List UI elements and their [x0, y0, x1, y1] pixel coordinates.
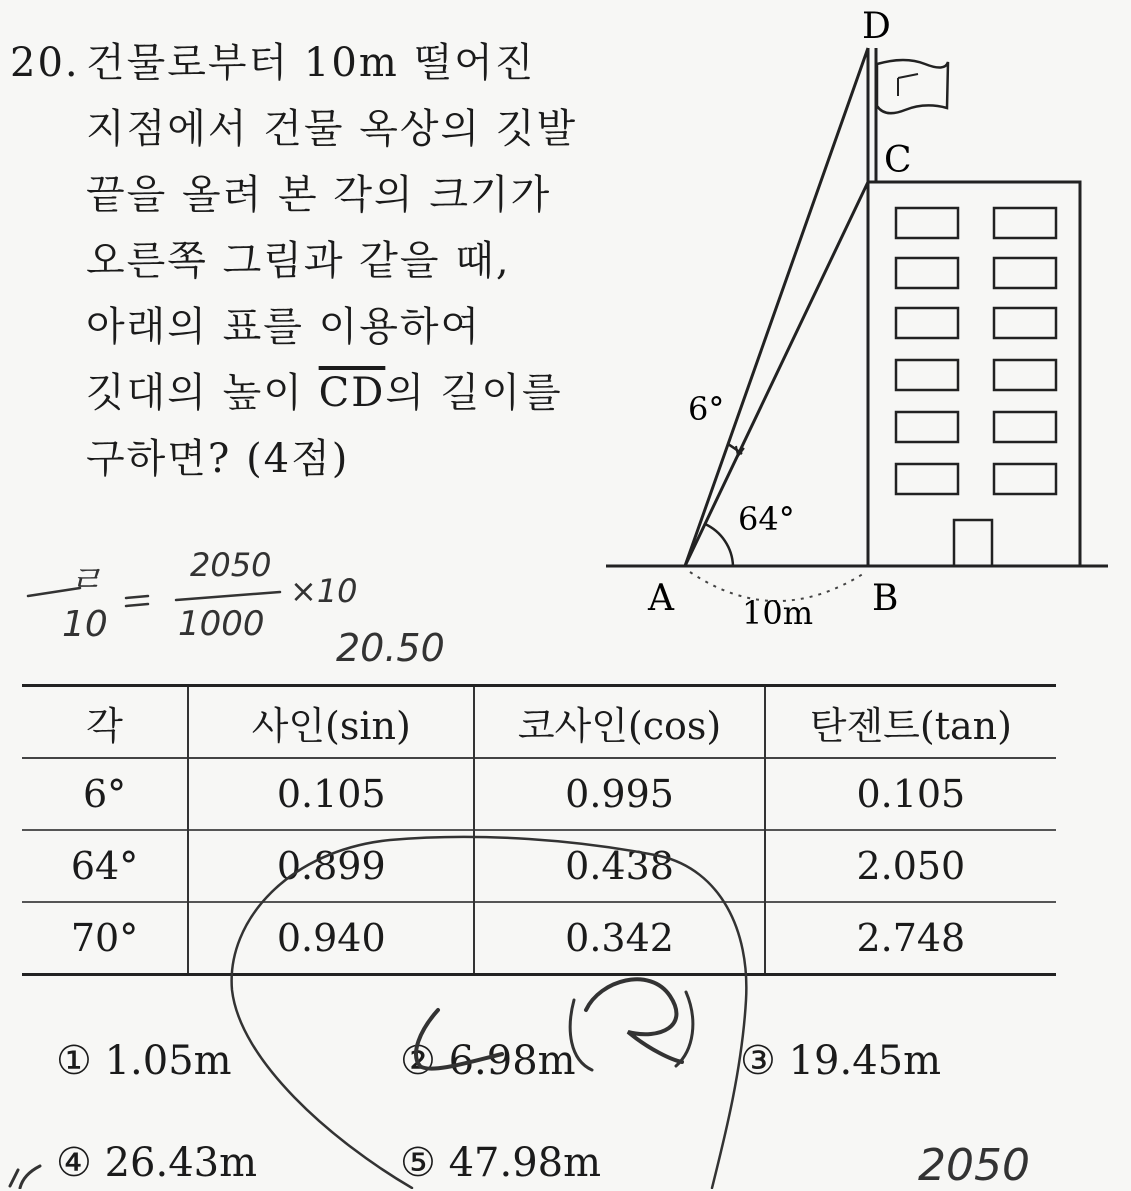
table-cell: 64° [70, 844, 139, 888]
window [994, 360, 1056, 390]
label-b: B [872, 578, 899, 619]
window [994, 412, 1056, 442]
table-cell: 0.105 [765, 758, 1056, 830]
label-a: A [648, 578, 674, 619]
label-angle-6: 6° [688, 390, 725, 428]
hand-frac-right-num: 2050 [190, 546, 272, 584]
table-header-row [22, 686, 1056, 759]
hand-result: 20.50 [336, 626, 445, 670]
choice-3[interactable]: ③ 19.45m [740, 1038, 942, 1084]
window [994, 308, 1056, 338]
window [896, 308, 958, 338]
hand-paren-right [676, 992, 693, 1066]
building [868, 182, 1080, 566]
table-cell: 0.899 [188, 830, 474, 902]
label-angle-64: 64° [738, 500, 795, 538]
hand-mark-left [20, 1166, 40, 1188]
question-number: 20. [10, 40, 80, 86]
table-cell: 2.748 [765, 902, 1056, 975]
window [896, 360, 958, 390]
choice-5[interactable]: ⑤ 47.98m [400, 1140, 602, 1186]
window [896, 464, 958, 494]
hand-mark-left-2 [10, 1170, 18, 1186]
question-line-5: 아래의 표를 이용하여 [86, 304, 482, 350]
table-cell: 70° [70, 916, 139, 960]
window [896, 412, 958, 442]
table-cell: 0.940 [188, 902, 474, 975]
table-cell: 0.438 [474, 830, 764, 902]
hand-frac-left-den: 10 [62, 604, 108, 645]
table-cell: 0.105 [188, 758, 474, 830]
label-distance: 10m [742, 594, 814, 632]
table-row [22, 830, 1056, 902]
window [994, 208, 1056, 238]
flag [877, 60, 948, 113]
hand-number-two [586, 979, 682, 1062]
question-line-6: 깃대의 높이 $\overline{CD}$의 길이를 [86, 370, 563, 416]
table-header: 코사인(cos) [474, 686, 764, 759]
choice-2[interactable]: ② 6.98m [400, 1038, 576, 1084]
table-cell: 2.050 [765, 830, 1056, 902]
table-header: 각 [86, 703, 123, 748]
table-row [22, 902, 1056, 975]
table-header: 탄젠트(tan) [765, 686, 1056, 759]
angle-arc-64 [705, 524, 733, 566]
window [994, 258, 1056, 288]
window [896, 258, 958, 288]
hand-times: ×10 [290, 572, 358, 610]
sight-line-ad [685, 48, 868, 566]
hand-frac-left-num: ㄹ [68, 560, 103, 601]
table-cell: 0.342 [474, 902, 764, 975]
question-line-2: 지점에서 건물 옥상의 깃발 [86, 106, 578, 152]
flag-mark [898, 74, 918, 96]
trig-table [22, 684, 1056, 976]
question-line-4: 오른쪽 그림과 같을 때, [86, 238, 511, 284]
question-line-7: 구하면? (4점) [86, 436, 350, 482]
label-d: D [862, 6, 891, 47]
hand-frac-right-den: 1000 [178, 604, 265, 644]
table-cell: 6° [82, 772, 127, 816]
segment-cd: $\overline{CD}$ [318, 370, 386, 416]
choice-4[interactable]: ④ 26.43m [56, 1140, 258, 1186]
table-cell: 0.995 [474, 758, 764, 830]
choice-1[interactable]: ① 1.05m [56, 1038, 232, 1084]
question-line-1: 20. 건물로부터 10m 떨어진 [10, 30, 620, 96]
table-header: 사인(sin) [188, 686, 474, 759]
label-c: C [884, 140, 912, 181]
window [994, 464, 1056, 494]
table-row [22, 758, 1056, 830]
door [954, 520, 992, 566]
hand-bottom-right: 2050 [918, 1140, 1030, 1191]
question-line-3: 끝을 올려 본 각의 크기가 [86, 172, 552, 218]
building-windows [896, 208, 1056, 566]
window [896, 208, 958, 238]
